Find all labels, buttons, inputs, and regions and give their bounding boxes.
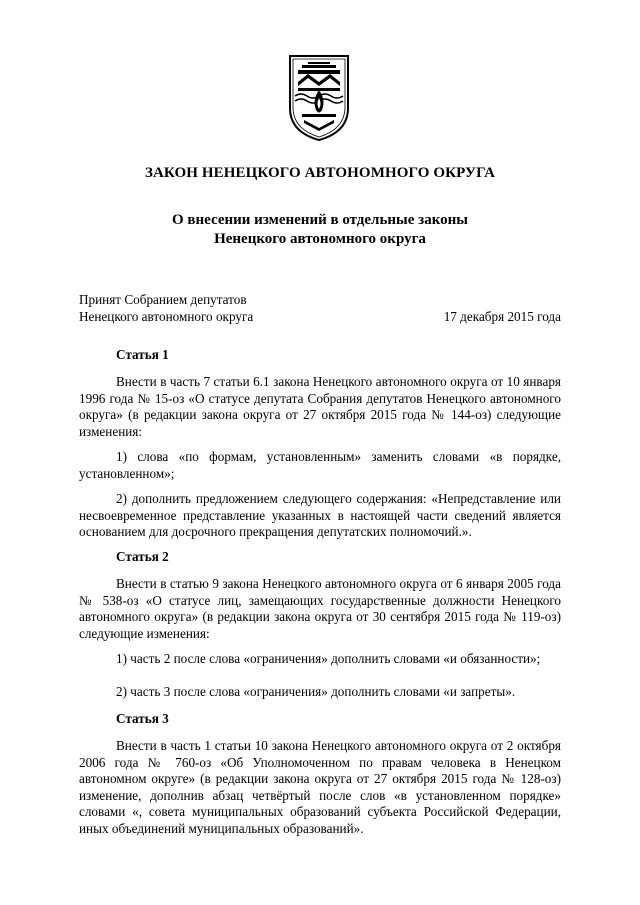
coat-of-arms-emblem <box>286 52 352 142</box>
article-1-heading: Статья 1 <box>116 347 169 362</box>
law-title: ЗАКОН НЕНЕЦКОГО АВТОНОМНОГО ОКРУГА <box>144 165 496 181</box>
article-2-paragraph: Внести в статью 9 закона Ненецкого автономного округа от 6 января 2005 года № 538-оз «О статусе лиц, замещающих государственные должности Ненецкого автономного округа» (в редакции закона округа от 30 сентября 2015 года № 119-оз) следующие изменения: <box>79 576 561 641</box>
article-3-heading: Статья 3 <box>116 711 169 726</box>
law-subtitle-line-1: О внесении изменений в отдельные законы <box>172 212 468 228</box>
adoption-statement <box>79 291 253 325</box>
article-3-paragraph: Внести в часть 1 статьи 10 закона Ненецкого автономного округа от 2 октября 2006 года № 760-оз «Об Уполномоченном по правам человека в Ненецком автономном округе» (в редакции закона округа от 27 октября 2015 года № 128-оз) изменение, дополнив абзац четвёртый после слов «в установленном порядке» словами «, совета муниципальных образований субъекта Российской Федерации, иных объединений муниципальных образований». <box>79 738 561 836</box>
article-1-item-2: 2) дополнить предложением следующего содержания: «Непредставление или несвоевременное представление указанных в настоящей части сведений является основанием для досрочного прекращения депутатских полномочий.». <box>79 491 561 539</box>
law-subtitle <box>0 211 640 249</box>
article-2-heading: Статья 2 <box>116 549 169 564</box>
law-subtitle-line-2: Ненецкого автономного округа <box>214 231 426 247</box>
adoption-date: 17 декабря 2015 года <box>443 309 561 324</box>
coat-of-arms-icon <box>286 52 352 142</box>
article-1-paragraph: Внести в часть 7 статьи 6.1 закона Ненецкого автономного округа от 10 января 1996 года № 15-оз «О статусе депутата Собрания депутатов Ненецкого автономного округа» (в редакции закона округа от 27 октября 2015 года № 144-оз) следующие изменения: <box>79 374 561 439</box>
adoption-line-1: Принят Собранием депутатов <box>79 292 247 307</box>
article-2-item-2: 2) часть 3 после слова «ограничения» дополнить словами «и запреты». <box>116 684 516 699</box>
article-1-item-1: 1) слова «по формам, установленным» заменить словами «в порядке, установленном»; <box>79 449 561 481</box>
article-2-item-1: 1) часть 2 после слова «ограничения» дополнить словами «и обязанности»; <box>116 651 541 666</box>
adoption-line-2: Ненецкого автономного округа <box>79 309 254 324</box>
